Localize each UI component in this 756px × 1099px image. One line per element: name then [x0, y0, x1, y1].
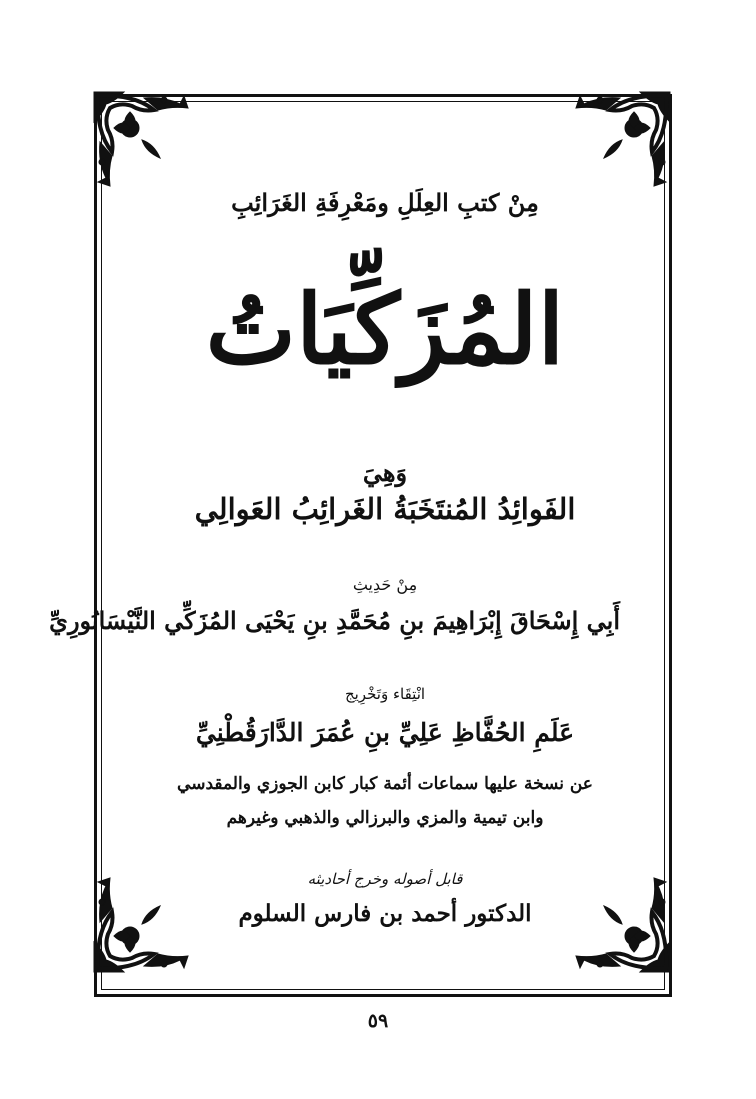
book-title: المُزَكِّيَاتُ	[205, 273, 565, 386]
corner-ornament-icon	[84, 82, 196, 194]
narrator-name: أَبِي إِسْحَاقَ إِبْرَاهِيمَ بنِ مُحَمَّدِ بنِ يَحْيَى المُزَكِّي النَّيْسَابُورِيِّ	[49, 606, 620, 635]
editor-name: الدكتور أحمد بن فارس السلوم	[238, 900, 532, 927]
series-heading: مِنْ كتبِ العِلَلِ ومَعْرِفَةِ الغَرَائِبِ	[231, 188, 539, 217]
book-subtitle: الفَوائِدُ المُنتَخَبَةُ الغَرائِبُ العَوالِي	[194, 492, 576, 526]
selection-label: انْتِقَاء وَتَخْرِيج	[344, 685, 426, 703]
manuscript-note-line1: عن نسخة عليها سماعات أئمة كبار كابن الجوزي والمقدسي	[177, 774, 593, 794]
manuscript-note-line2: وابن تيمية والمزي والبرزالي والذهبي وغيرهم	[226, 808, 544, 828]
author-name: عَلَمِ الحُفَّاظِ عَلِيِّ بنِ عُمَرَ الدَّارَقُطْنِيِّ	[195, 718, 575, 747]
page-number: ٥٩	[367, 1010, 389, 1032]
from-hadith-label: مِنْ حَدِيثِ	[352, 575, 418, 594]
book-title-block	[150, 230, 620, 430]
editor-role: قابل أصوله وخرج أحاديثه	[307, 870, 463, 888]
conjunction-label: وَهِيَ	[362, 458, 408, 487]
corner-ornament-icon	[568, 82, 680, 194]
